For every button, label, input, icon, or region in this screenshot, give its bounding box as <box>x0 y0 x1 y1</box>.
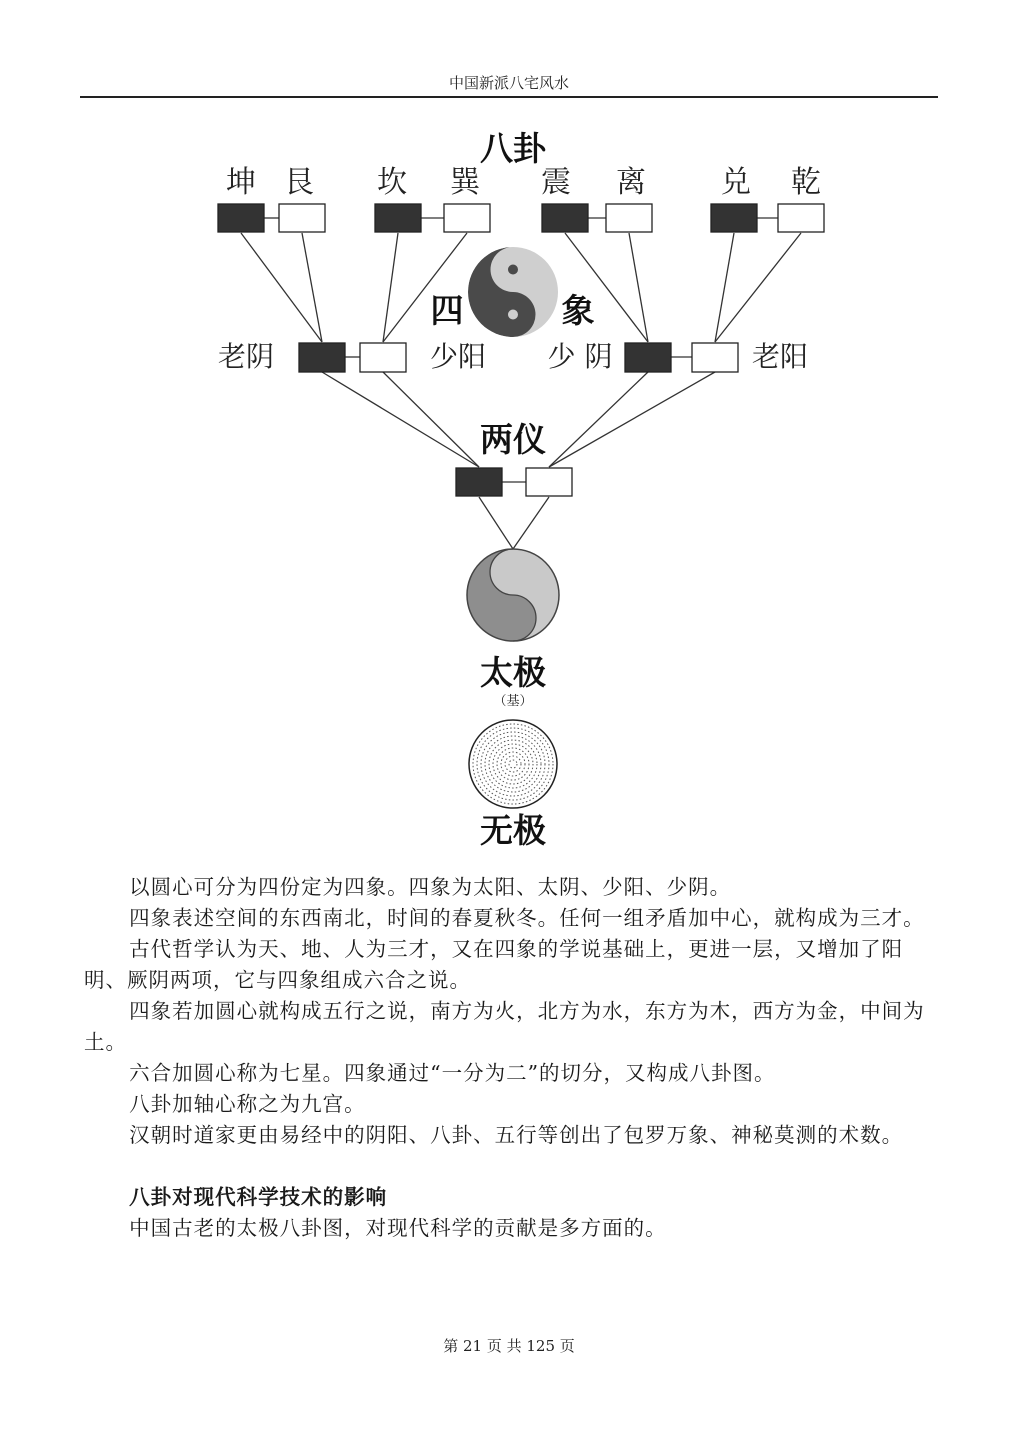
trigram-label: 震 <box>541 165 571 200</box>
taiji-subtitle: （基） <box>493 694 533 709</box>
yin-box <box>711 204 757 232</box>
yang-box <box>778 204 824 232</box>
liangyi-title: 两仪 <box>480 420 546 459</box>
yang-box <box>526 468 572 496</box>
yin-box <box>375 204 421 232</box>
yin-box <box>542 204 588 232</box>
paragraph: 中国古老的太极八卦图，对现代科学的贡献是多方面的。 <box>129 1216 667 1240</box>
body-text <box>84 872 940 1244</box>
yang-box <box>606 204 652 232</box>
trigram-label: 兑 <box>721 165 751 200</box>
paragraph: 六合加圆心称为七星。四象通过“一分为二”的切分，又构成八卦图。 <box>129 1061 776 1085</box>
sixiang-label: 老阴 <box>217 340 275 373</box>
paragraph: 汉朝时道家更由易经中的阴阳、八卦、五行等创出了包罗万象、神秘莫测的术数。 <box>129 1123 904 1147</box>
trigram-label: 坤 <box>226 165 256 200</box>
bagua-boxes <box>218 204 824 232</box>
trigram-label: 巽 <box>450 165 480 200</box>
yin-box <box>218 204 264 232</box>
trigram-label: 艮 <box>284 165 314 200</box>
paragraph: 以圆心可分为四份定为四象。四象为太阳、太阴、少阳、少阴。 <box>129 875 732 899</box>
sixiang-label-left: 四 <box>430 291 464 330</box>
sixiang-label-right: 象 <box>561 291 595 330</box>
paragraph: 古代哲学认为天、地、人为三才，又在四象的学说基础上，更进一层，又增加了阳明、厥阴两项，它与四象组成六合之说。 <box>84 937 904 992</box>
trigram-label: 离 <box>616 165 646 200</box>
section-heading: 八卦对现代科学技术的影响 <box>129 1185 388 1209</box>
yin-box <box>456 468 502 496</box>
wuji-title: 无极 <box>480 811 546 850</box>
trigram-label: 乾 <box>791 165 821 200</box>
yang-box <box>692 343 738 372</box>
yin-yang-symbol <box>468 247 558 337</box>
paragraph: 四象表述空间的东西南北，时间的春夏秋冬。任何一组矛盾加中心，就构成为三才。 <box>129 906 925 930</box>
yang-box <box>279 204 325 232</box>
sixiang-label: 少阳 <box>429 340 487 373</box>
spacer <box>84 1151 940 1182</box>
yang-box <box>360 343 406 372</box>
yin-box <box>299 343 345 372</box>
paragraph: 八卦加轴心称之为九宫。 <box>129 1092 366 1116</box>
bagua-title: 八卦 <box>480 129 546 168</box>
paragraph: 四象若加圆心就构成五行之说，南方为火，北方为水，东方为木，西方为金，中间为土。 <box>84 999 925 1054</box>
taiji-title: 太极 <box>480 653 546 692</box>
sixiang-label: 少 阴 <box>547 340 613 373</box>
taiji-symbol <box>467 549 559 641</box>
yang-box <box>444 204 490 232</box>
trigram-labels <box>226 165 821 200</box>
trigram-label: 坎 <box>377 165 407 200</box>
wuji-symbol <box>469 720 557 808</box>
running-header: 中国新派八宅风水 <box>448 74 569 92</box>
page-footer: 第 21 页 共 125 页 <box>443 1337 575 1355</box>
yin-box <box>625 343 671 372</box>
sixiang-label: 老阳 <box>751 340 809 373</box>
